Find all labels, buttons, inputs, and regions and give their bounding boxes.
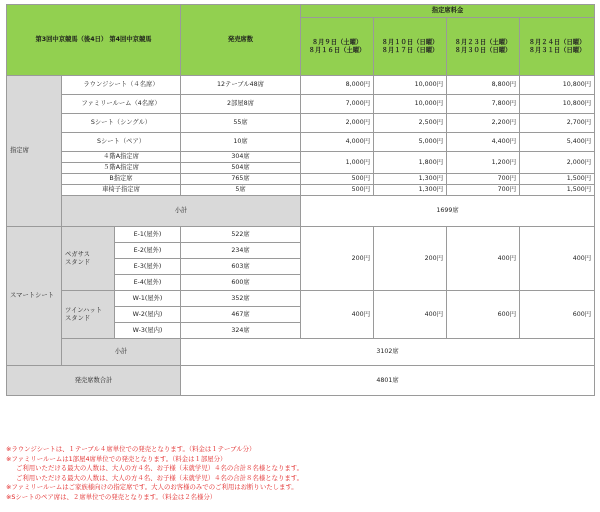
price: 1,200円 (447, 152, 520, 174)
seat-count: 2部屋8席 (181, 95, 301, 114)
price: 2,500円 (374, 114, 447, 133)
seat-count: 5席 (181, 185, 301, 196)
seat-count: 10席 (181, 133, 301, 152)
note: ※Sシートのペア席は、２席単位での発売となります。（料金は２名様分） (6, 492, 217, 501)
seat-name: ４階A指定席 (62, 152, 181, 163)
price: 5,000円 (374, 133, 447, 152)
price: 1,500円 (520, 174, 595, 185)
subtotal-value: 3102席 (181, 339, 595, 366)
price: 7,800円 (447, 95, 520, 114)
seat-count: 600席 (181, 275, 301, 291)
total-label: 発売席数合計 (7, 366, 181, 396)
stand-twinhat: ツインハット スタンド (62, 291, 115, 339)
price: 2,000円 (301, 114, 374, 133)
note: ご利用いただける最大の人数は、大人の方４名、お子様（未就学児）４名の合計８名様となります。 (16, 464, 304, 473)
note: ※ファミリールームは1部屋4席単位での発売となります。（料金は１部屋分） (6, 454, 227, 463)
group-reserved: 指定席 (7, 76, 62, 227)
price: 2,700円 (520, 114, 595, 133)
price: 400円 (447, 227, 520, 291)
price: 1,300円 (374, 174, 447, 185)
table-row (7, 152, 595, 163)
header-seats-sold: 発売席数 (181, 5, 301, 76)
seat-name: W-2(屋内) (115, 307, 181, 323)
price: 2,200円 (447, 114, 520, 133)
table-row (7, 291, 595, 307)
price: 4,000円 (301, 133, 374, 152)
note: ※ラウンジシートは、１テーブル４席単位での発売となります。（料金は１テーブル分） (6, 445, 256, 453)
seat-count: 603席 (181, 259, 301, 275)
price: 10,000円 (374, 95, 447, 114)
price: 1,300円 (374, 185, 447, 196)
price: 5,400円 (520, 133, 595, 152)
group-smart: スマートシート (7, 227, 62, 366)
header-fee-group: 指定席料金 (301, 5, 595, 18)
table-row (7, 133, 595, 152)
seat-count: 324席 (181, 323, 301, 339)
stand-pegasus: ペガサス スタンド (62, 227, 115, 291)
seat-count: 352席 (181, 291, 301, 307)
table-row (7, 185, 595, 196)
seat-name: W-3(屋内) (115, 323, 181, 339)
notes (6, 445, 594, 503)
subtotal-label: 小計 (62, 339, 181, 366)
seat-count: 765席 (181, 174, 301, 185)
price: 700円 (447, 174, 520, 185)
header-date-4: ８月２４日（日曜） ８月３１日（日曜） (520, 18, 595, 76)
price: 4,400円 (447, 133, 520, 152)
price: 10,800円 (520, 76, 595, 95)
note: ※ファミリールームはご家族様向けの指定席です。大人のお客様のみでのご利用はお断りいたします。 (6, 483, 298, 492)
seat-name: ラウンジシート（４名席） (62, 76, 181, 95)
header-date-1: ８月９日（土曜） ８月１６日（土曜） (301, 18, 374, 76)
seat-count: 467席 (181, 307, 301, 323)
price: 600円 (447, 291, 520, 339)
price: 8,000円 (301, 76, 374, 95)
seat-count: 304席 (181, 152, 301, 163)
subtotal-row (7, 196, 595, 212)
seat-name: E-4(屋外) (115, 275, 181, 291)
price: 1,500円 (520, 185, 595, 196)
header-race-title: 第3回中京競馬（後4日） 第4回中京競馬 (7, 5, 181, 76)
seat-count: 234席 (181, 243, 301, 259)
seat-fee-table (6, 4, 595, 396)
price: 700円 (447, 185, 520, 196)
seat-name: Sシート（シングル） (62, 114, 181, 133)
seat-name: E-1(屋外) (115, 227, 181, 243)
note: ご利用いただける最大の人数は、大人の方４名、お子様（未就学児）４名の合計８名様となります。 (16, 473, 304, 482)
price: 1,800円 (374, 152, 447, 174)
seat-name: ５階A指定席 (62, 163, 181, 174)
table-row (7, 227, 595, 243)
seat-name: B指定席 (62, 174, 181, 185)
total-value: 4801席 (181, 366, 595, 396)
price: 2,000円 (520, 152, 595, 174)
table-row (7, 76, 595, 95)
price: 7,000円 (301, 95, 374, 114)
seat-count: 504席 (181, 163, 301, 174)
seat-count: 12テーブル48席 (181, 76, 301, 95)
price: 1,000円 (301, 152, 374, 174)
subtotal-label: 小計 (62, 196, 301, 227)
price: 400円 (374, 291, 447, 339)
table-row (7, 174, 595, 185)
price: 400円 (301, 291, 374, 339)
price: 200円 (374, 227, 447, 291)
seat-name: E-3(屋外) (115, 259, 181, 275)
seat-name: Sシート（ペア） (62, 133, 181, 152)
seat-count: 522席 (181, 227, 301, 243)
header-date-3: ８月２３日（土曜） ８月３０日（日曜） (447, 18, 520, 76)
table-row (7, 114, 595, 133)
price: 600円 (520, 291, 595, 339)
seat-name: E-2(屋外) (115, 243, 181, 259)
price: 10,800円 (520, 95, 595, 114)
subtotal-value: 1699席 (301, 196, 595, 227)
price: 8,800円 (447, 76, 520, 95)
seat-name: 車椅子指定席 (62, 185, 181, 196)
seat-count: 55席 (181, 114, 301, 133)
total-row (7, 366, 595, 381)
subtotal-row (7, 339, 595, 353)
header-date-2: ８月１０日（日曜） ８月１７日（日曜） (374, 18, 447, 76)
price: 500円 (301, 174, 374, 185)
price: 200円 (301, 227, 374, 291)
table-row (7, 95, 595, 114)
seat-name: W-1(屋外) (115, 291, 181, 307)
price: 10,000円 (374, 76, 447, 95)
seat-name: ファミリールーム（4名席） (62, 95, 181, 114)
price: 500円 (301, 185, 374, 196)
price: 400円 (520, 227, 595, 291)
